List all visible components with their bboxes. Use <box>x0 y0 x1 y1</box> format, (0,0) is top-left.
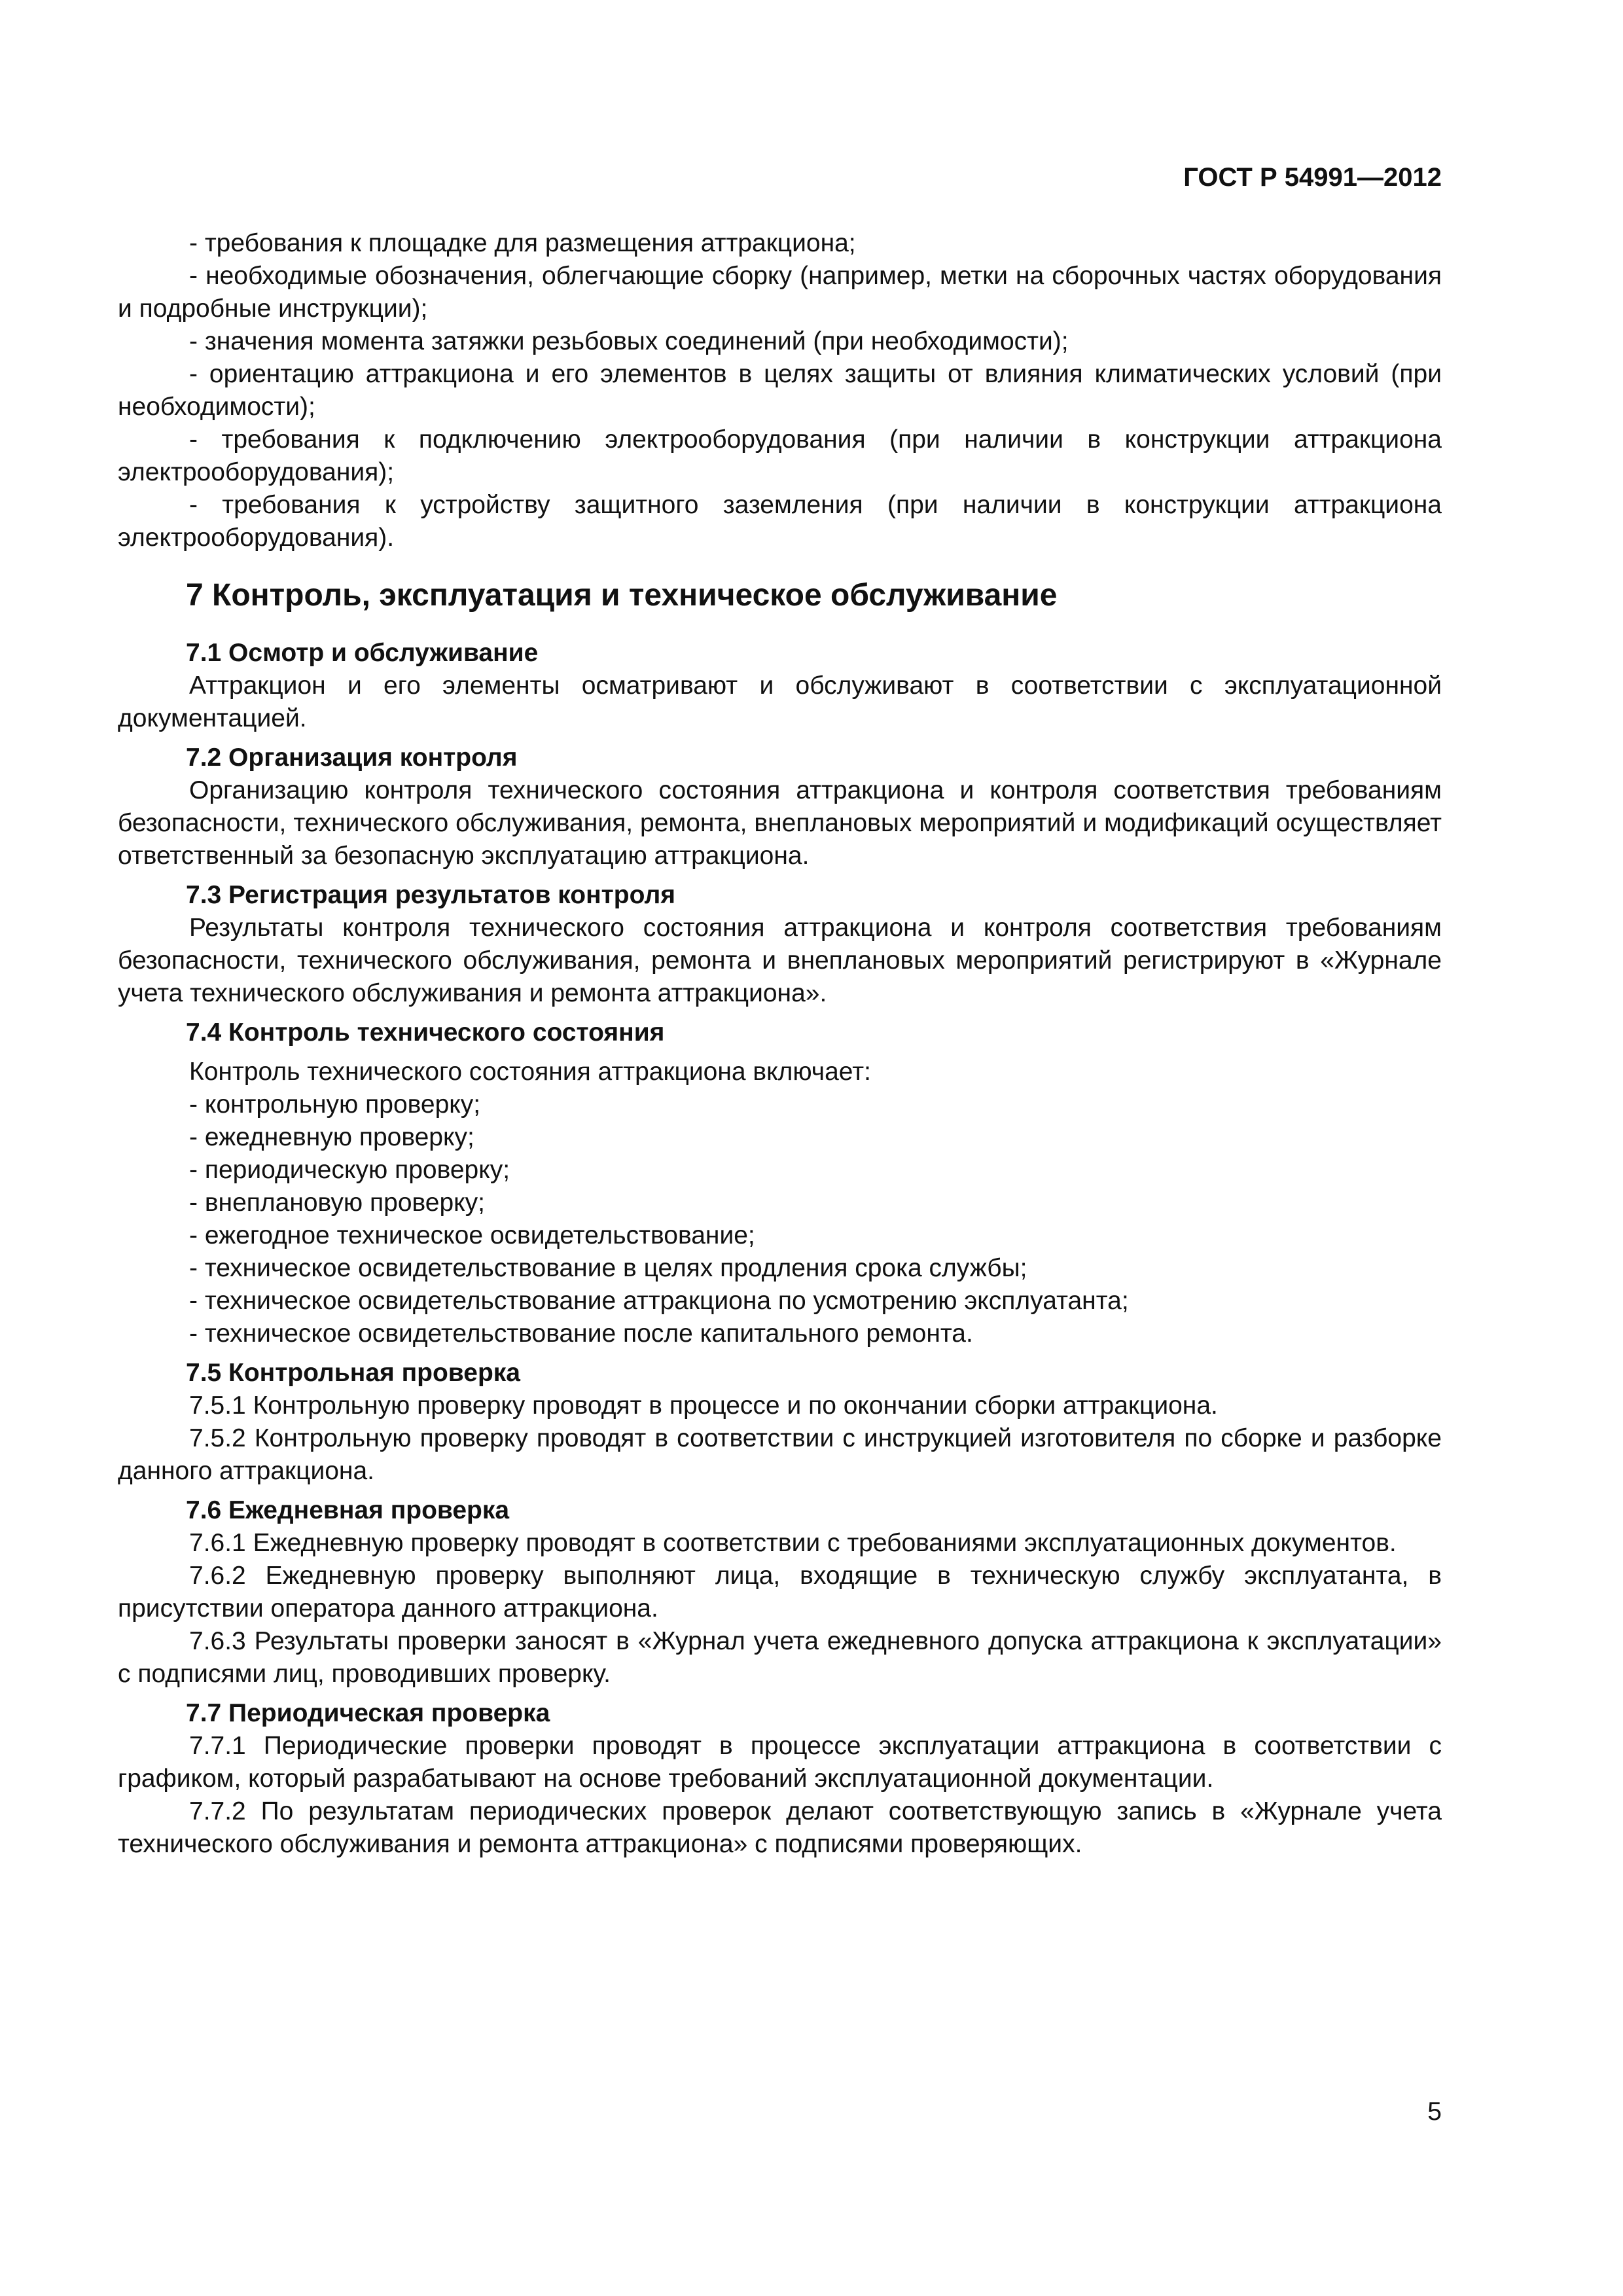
subsection-7-3-text: Результаты контроля технического состояния аттракциона и контроля соответствия требованиям безопасности, технического обслуживания, ремонта и внеплановых мероприятий регистрируют в «Журнале учета технического обслуживания и ремонта аттракциона». <box>118 914 1442 1007</box>
clause-7-7-1: 7.7.1 Периодические проверки проводят в процессе эксплуатации аттракциона в соответствии с графиком, который разрабатывают на основе требований эксплуатационной документации. <box>118 1732 1442 1793</box>
subsection-7-4-heading: 7.4 Контроль технического состояния <box>186 1018 665 1047</box>
subsection-7-4-lead: Контроль технического состояния аттракциона включает: <box>189 1058 871 1086</box>
subsection-7-7-heading: 7.7 Периодическая проверка <box>186 1699 550 1727</box>
intro-list-item: - требования к подключению электрооборудования (при наличии в конструкции аттракциона электрооборудования); <box>118 425 1442 486</box>
subsection-7-6-heading: 7.6 Ежедневная проверка <box>186 1496 510 1524</box>
clause-7-5-1: 7.5.1 Контрольную проверку проводят в процессе и по окончании сборки аттракциона. <box>189 1391 1218 1420</box>
clause-7-5-2: 7.5.2 Контрольную проверку проводят в соответствии с инструкцией изготовителя по сборке и разборке данного аттракциона. <box>118 1424 1442 1485</box>
clause-7-6-1: 7.6.1 Ежедневную проверку проводят в соответствии с требованиями эксплуатационных документов. <box>189 1529 1397 1557</box>
subsection-7-3-heading: 7.3 Регистрация результатов контроля <box>186 881 675 909</box>
intro-list-item: - необходимые обозначения, облегчающие сборку (например, метки на сборочных частях оборудования и подробные инструкции); <box>118 262 1442 323</box>
subsection-7-5-heading: 7.5 Контрольная проверка <box>186 1359 520 1387</box>
document-code: ГОСТ Р 54991—2012 <box>1183 163 1442 192</box>
control-list-item: - периодическую проверку; <box>189 1156 510 1184</box>
clause-7-6-2: 7.6.2 Ежедневную проверку выполняют лица, входящие в техническую службу эксплуатанта, в присутствии оператора данного аттракциона. <box>118 1562 1442 1623</box>
intro-list-item: - требования к площадке для размещения аттракциона; <box>189 229 856 257</box>
subsection-7-1-text: Аттракцион и его элементы осматривают и обслуживают в соответствии с эксплуатационной документацией. <box>118 672 1442 732</box>
subsection-7-2-text: Организацию контроля технического состояния аттракциона и контроля соответствия требованиям безопасности, технического обслуживания, ремонта, внеплановых мероприятий и модификаций осуществляет ответственный за безопасную эксплуатацию аттракциона. <box>118 776 1442 870</box>
control-list-item: - ежедневную проверку; <box>189 1123 474 1151</box>
page-number: 5 <box>1427 2098 1442 2126</box>
section-7-heading: 7 Контроль, эксплуатация и техническое обслуживание <box>186 578 1058 613</box>
control-list-item: - ежегодное техническое освидетельствование; <box>189 1221 755 1249</box>
subsection-7-2-heading: 7.2 Организация контроля <box>186 744 518 772</box>
control-list-item: - техническое освидетельствование в целях продления срока службы; <box>189 1254 1027 1282</box>
intro-list-item: - ориентацию аттракциона и его элементов в целях защиты от влияния климатических условий (при необходимости); <box>118 360 1442 421</box>
subsection-7-1-heading: 7.1 Осмотр и обслуживание <box>186 639 539 667</box>
intro-list-item: - значения момента затяжки резьбовых соединений (при необходимости); <box>189 327 1069 355</box>
control-list-item: - внеплановую проверку; <box>189 1189 486 1217</box>
clause-7-6-3: 7.6.3 Результаты проверки заносят в «Журнал учета ежедневного допуска аттракциона к эксплуатации» с подписями лиц, проводивших проверку. <box>118 1627 1442 1688</box>
control-list-item: - контрольную проверку; <box>189 1090 481 1119</box>
control-list-item: - техническое освидетельствование после капитального ремонта. <box>189 1319 973 1348</box>
clause-7-7-2: 7.7.2 По результатам периодических проверок делают соответствующую запись в «Журнале учета технического обслуживания и ремонта аттракциона» с подписями проверяющих. <box>118 1797 1442 1858</box>
control-list-item: - техническое освидетельствование аттракциона по усмотрению эксплуатанта; <box>189 1287 1129 1315</box>
intro-list-item: - требования к устройству защитного заземления (при наличии в конструкции аттракциона электрооборудования). <box>118 491 1442 552</box>
document-body <box>118 227 1442 1861</box>
